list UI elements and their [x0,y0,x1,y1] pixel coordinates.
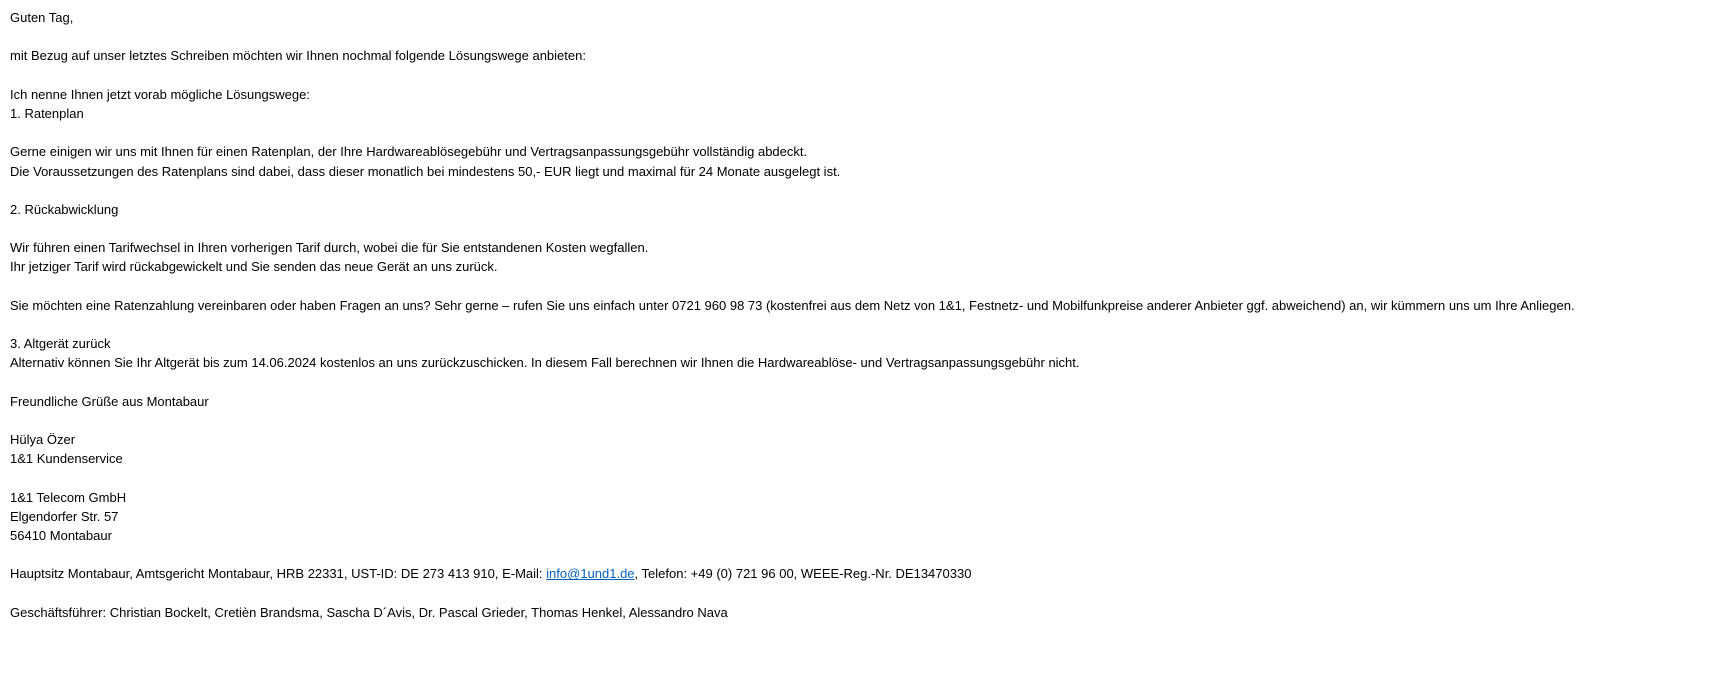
legal-prefix: Hauptsitz Montabaur, Amtsgericht Montabaur, HRB 22331, UST-ID: DE 273 413 910, E-Mail: [10,566,547,582]
managing-directors: Geschäftsführer: Christian Bockelt, Cretièn Brandsma, Sascha D´Avis, Dr. Pascal Grieder, Thomas Henkel, Alessandro Nava [10,604,728,620]
spacer [10,181,1715,200]
spacer [10,277,1715,296]
company-city: 56410 Montabaur [10,528,112,544]
spacer [10,66,1715,85]
closing: Freundliche Grüße aus Montabaur [10,393,209,409]
option2-heading: 2. Rückabwicklung [10,201,119,217]
spacer [10,123,1715,142]
options-intro: Ich nenne Ihnen jetzt vorab mögliche Lösungswege: [10,86,310,102]
option3-line1: Alternativ können Sie Ihr Altgerät bis zum 14.06.2024 kostenlos an uns zurückzuschicken. In diesem Fall berechnen wir Ihnen die Hardwareablöse- und Vertragsanpassungsgebühr nicht. [10,355,1080,371]
spacer [10,373,1715,392]
option1-heading: 1. Ratenplan [10,105,84,121]
greeting: Guten Tag, [10,10,74,25]
spacer [10,219,1715,238]
spacer [10,315,1715,334]
spacer [10,545,1715,564]
option1-line2: Die Voraussetzungen des Ratenplans sind dabei, dass dieser monatlich bei mindestens 50,- EUR liegt und maximal für 24 Monate ausgelegt ist. [10,163,841,179]
company-street: Elgendorfer Str. 57 [10,508,119,524]
email-body [10,8,1715,622]
email-link[interactable]: info@1und1.de [546,566,635,582]
legal-suffix: , Telefon: +49 (0) 721 96 00, WEEE-Reg.-Nr. DE13470330 [634,566,972,582]
signature-name: Hülya Özer [10,432,76,448]
spacer [10,584,1715,603]
contact-note: Sie möchten eine Ratenzahlung vereinbaren oder haben Fragen an uns? Sehr gerne – rufen Sie uns einfach unter 0721 960 98 73 (kostenfrei aus dem Netz von 1&1, Festnetz- und Mobilfunkpreise anderer Anbieter ggf. abweichend) an, wir kümmern uns um Ihre Anliegen. [10,297,1575,313]
spacer [10,411,1715,430]
spacer [10,469,1715,488]
signature-department: 1&1 Kundenservice [10,451,123,467]
spacer [10,27,1715,46]
option2-line1: Wir führen einen Tarifwechsel in Ihren vorherigen Tarif durch, wobei die für Sie entstandenen Kosten wegfallen. [10,240,649,256]
intro-text: mit Bezug auf unser letztes Schreiben möchten wir Ihnen nochmal folgende Lösungswege anbieten: [10,48,586,64]
option2-line2: Ihr jetziger Tarif wird rückabgewickelt und Sie senden das neue Gerät an uns zurück. [10,259,498,275]
company-name: 1&1 Telecom GmbH [10,489,127,505]
legal-info [10,564,1715,583]
option1-line1: Gerne einigen wir uns mit Ihnen für einen Ratenplan, der Ihre Hardwareablösegebühr und Vertragsanpassungsgebühr vollständig abdeckt. [10,144,808,160]
option3-heading: 3. Altgerät zurück [10,336,111,352]
